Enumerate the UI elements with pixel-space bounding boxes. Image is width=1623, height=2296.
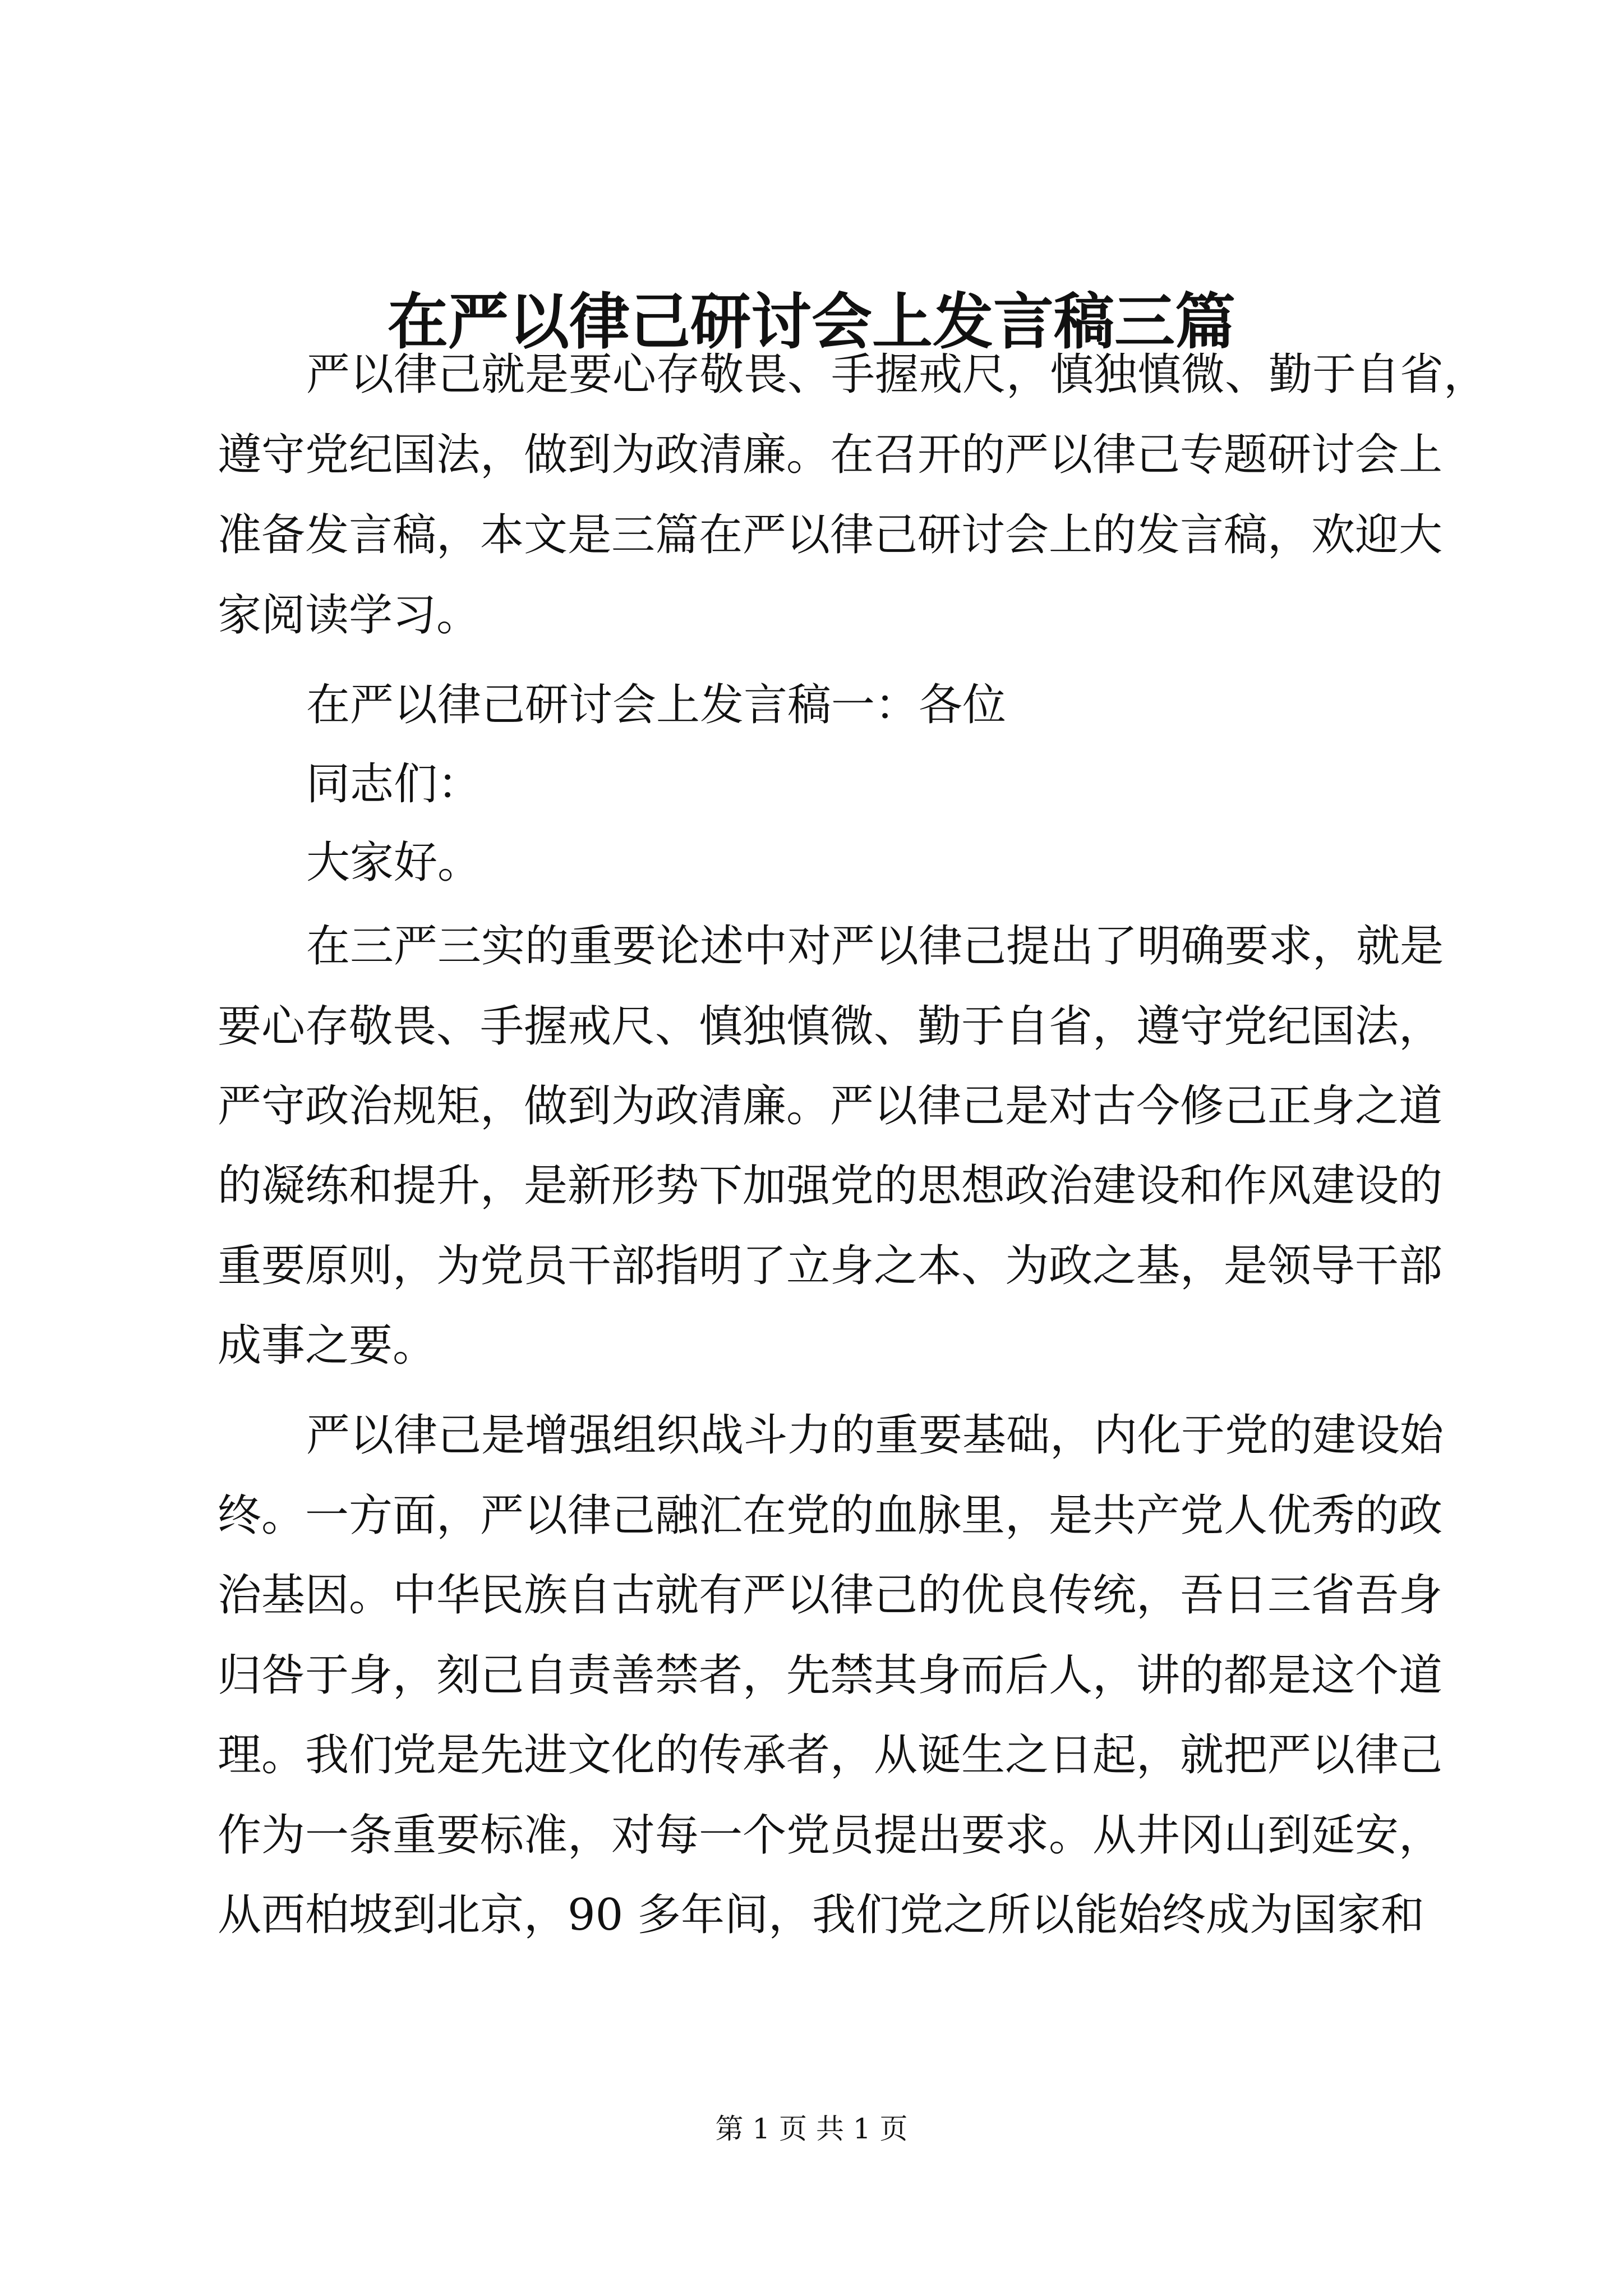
paragraph-line: 严以律己是增强组织战斗力的重要基础，内化于党的建设始 [306,1410,1444,1461]
paragraph-line: 重要原则，为党员干部指明了立身之本、为政之基，是领导干部 [218,1241,1443,1291]
paragraph-line: 治基因。中华民族自古就有严以律己的优良传统，吾日三省吾身 [218,1570,1443,1621]
paragraph-line: 大家好。 [306,838,482,888]
paragraph-line: 归咎于身，刻己自责善禁者，先禁其身而后人，讲的都是这个道 [218,1650,1443,1701]
paragraph-line: 终。一方面，严以律己融汇在党的血脉里，是共产党人优秀的政 [218,1490,1443,1541]
paragraph-line: 要心存敬畏、手握戒尺、慎独慎微、勤于自省，遵守党纪国法， [218,1001,1443,1052]
paragraph-line: 的凝练和提升，是新形势下加强党的思想政治建设和作风建设的 [218,1161,1443,1211]
paragraph-line: 作为一条重要标准，对每一个党员提出要求。从井冈山到延安， [218,1810,1443,1861]
paragraph-line: 遵守党纪国法，做到为政清廉。在召开的严以律己专题研讨会上 [218,430,1443,480]
paragraph-line: 在严以律己研讨会上发言稿一：各位 [306,680,1007,730]
paragraph-line: 在三严三实的重要论述中对严以律己提出了明确要求，就是 [306,921,1444,972]
paragraph-line: 成事之要。 [218,1320,437,1371]
paragraph-line: 准备发言稿，本文是三篇在严以律己研讨会上的发言稿，欢迎大 [218,510,1443,560]
paragraph-line: 家阅读学习。 [218,590,481,641]
paragraph-line: 严守政治规矩，做到为政清廉。严以律己是对古今修己正身之道 [218,1081,1443,1131]
paragraph-line: 从西柏坡到北京，90 多年间，我们党之所以能始终成为国家和 [218,1890,1425,1940]
document-title: 在严以律己研讨会上发言稿三篇 [387,287,1235,357]
page-footer: 第 1 页 共 1 页 [715,2113,908,2145]
paragraph-line: 同志们： [306,759,482,809]
paragraph-line: 严以律己就是要心存敬畏、手握戒尺，慎独慎微、勤于自省， [306,349,1488,400]
paragraph-line: 理。我们党是先进文化的传承者，从诞生之日起，就把严以律己 [218,1730,1443,1780]
